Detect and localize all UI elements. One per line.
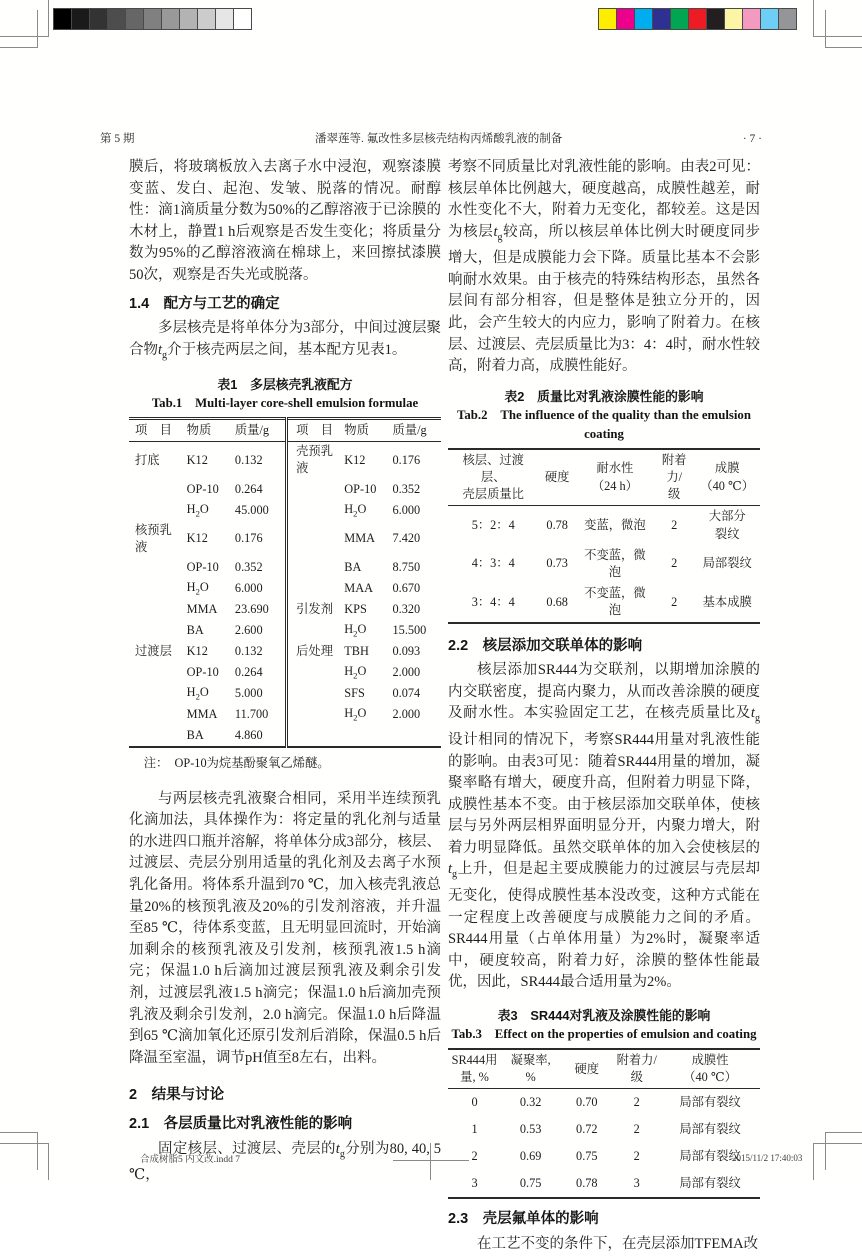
crop-mark-top-right [813, 36, 862, 37]
crop-mark-bottom-left [0, 1143, 49, 1144]
crop-mark-top-left [0, 36, 49, 37]
page-header [100, 130, 762, 146]
table1-title-cn: 表1 多层核壳乳液配方 [217, 377, 353, 393]
crop-mark-bottom-right [813, 1144, 814, 1180]
crop-mark-top-left [0, 47, 38, 48]
heading-2: 2 结果与讨论 [129, 1087, 225, 1104]
left-column [129, 157, 441, 1187]
crop-mark-bottom-right [813, 1143, 862, 1144]
crop-mark-bottom-right [825, 1132, 826, 1170]
running-title: 潘翠莲等. 氟改性多层核壳结构丙烯酸乳液的制备 [315, 133, 563, 145]
page-number: · 7 · [742, 133, 762, 145]
table2-title-cn: 表2 质量比对乳液涂膜性能的影响 [504, 388, 704, 404]
crop-mark-bottom-right [825, 1132, 862, 1133]
paragraph-sr444: 核层添加SR444为交联剂，以期增加涂膜的内交联密度，提高内聚力，从而改善涂膜的硬度及耐水性。本实验固定工艺，在核壳质量比及$t_g$设计相同的情况下，考察SR444用量对乳液性能的影响。由表3可见：随着SR444用量的增加，凝聚率略有增大，硬度升高，但附着力明显下降，成膜性基本不变。由于核层添加交联单体，使核层与另外两层相界面明显分开，内聚力增大，附着力明显降低。虽然交联单体的加入会使核层的$t_g$上升，但是起主要成膜能力的过渡层与壳层却无变化，使得成膜性基本没改变，这种方式能在一定程度上改善硬度与成膜能力之间的矛盾。SR444用量（占单体用量）为2%时，凝聚率适中，硬度较高，附着力好，涂膜的整体性能最优，因此，SR444最合适用量为2%。 [448, 662, 760, 991]
table2-quality-influence: 核层、过渡层、 壳层质量比 硬度 耐水性 （24 h） 附着力/ 级 成膜 （40 ℃） 5：2：4 0.78 变蓝，微泡 2 大部分 裂纹 4：3：4 0.73 不变蓝，微泡 2 局部裂纹 3：4：4 0.68 不变蓝，微泡 2 基本成膜 [448, 448, 760, 624]
heading-2-1: 2.1 各层质量比对乳液性能的影响 [129, 1115, 353, 1132]
paragraph-process: 与两层核壳乳液聚合相同，采用半连续预乳化滴加法，具体操作为：将定量的乳化剂与适量的水进四口瓶并溶解，将单体分成3部分，核层、过渡层、壳层分别用适量的乳化剂及去离子水预乳化备用。将体系升温到70 ℃，加入核壳乳液总量20%的核预乳液及20%的引发剂溶液，并升温至85 ℃，待体系变蓝，且无明显回流时，开始滴加剩余的核预乳液及引发剂，核预乳液1.5 h滴完；保温1.0 h后滴加过渡层预乳液及剩余引发剂，过渡层乳液1.5 h滴完；保温1.0 h后滴加壳预乳液及剩余引发剂，2.0 h滴完。保温1.0 h后降温到65 ℃滴加氧化还原引发剂后消除，保温0.5 h后降温至室温，调节pH值至8左右，出料。 [129, 790, 441, 1066]
crop-mark-bottom-left [37, 1132, 38, 1170]
footer-datetime: 2015/11/2 17:40:03 [732, 1153, 803, 1163]
table2-title-en: Tab.2 The influence of the quality than the emulsion coating [457, 407, 751, 441]
color-calibration-bar [599, 8, 797, 30]
paragraph-tfema: 在工艺不变的条件下，在壳层添加TFEMA改 [477, 1235, 759, 1252]
paragraph-alcohol-resistance: 膜后，将玻璃板放入去离子水中浸泡，观察漆膜变蓝、发白、起泡、发皱、脱落的情况。耐醇性：滴1滴质量分数为50%的乙醇溶液于已涂膜的木材上，静置1 h后观察是否发生变化；将质量分数为95%的乙醇溶液滴在棉球上，来回擦拭漆膜50次，观察是否失光或脱落。 [129, 159, 441, 283]
table1-block [129, 375, 441, 774]
heading-1-4: 1.4 配方与工艺的确定 [129, 295, 280, 312]
paragraph-quality-ratio: 考察不同质量比对乳液性能的影响。由表2可见：核层单体比例越大，硬度越高，成膜性越差，耐水性变化不大，附着力无变化，都较差。这是因为核层$t_g$较高，所以核层单体比例大时硬度同步增大，但是成膜能力会下降。质量比基本不会影响耐水效果。由于核壳的特殊结构形态，虽然各层间有部分相容，但是整体是独立分开的，因此，会产生较大的内应力，影响了附着力。在核层、过渡层、壳层质量比为3：4：4时，耐水性较高，附着力高，成膜性能好。 [448, 159, 760, 375]
table3-sr444-effect: SR444用 量, % 凝聚率, % 硬度 附着力/ 级 成膜性 （40 ℃） 0 0.32 0.70 2 局部有裂纹 1 0.53 0.72 2 局部有裂纹 2 0.69 0.75 2 局部有裂纹 3 0.75 0.78 3 局部有裂纹 [448, 1048, 760, 1199]
table2-block [448, 387, 760, 624]
crop-mark-top-right [825, 10, 826, 48]
crop-mark-top-right [825, 47, 862, 48]
table3-block [448, 1006, 760, 1199]
crop-mark-bottom-left [0, 1132, 38, 1133]
issue-number: 第 5 期 [100, 133, 135, 145]
table1-note: 注： OP-10为烷基酚聚氧乙烯醚。 [143, 756, 330, 771]
paragraph-multilayer-intro: 多层核壳是将单体分为3部分，中间过渡层聚合物$t_g$介于核壳两层之间，基本配方见表1。 [129, 320, 441, 361]
right-column [448, 157, 760, 1256]
grayscale-calibration-bar [54, 8, 252, 30]
table1-title-en: Tab.1 Multi-layer core-shell emulsion formulae [151, 396, 419, 411]
heading-2-3: 2.3 壳层氟单体的影响 [448, 1211, 599, 1228]
paragraph-fixed-tg: 固定核层、过渡层、壳层的$t_g$分别为80, 40, 5 ℃， [129, 1140, 442, 1184]
crop-mark-top-left [37, 10, 38, 48]
crop-mark-top-left [48, 0, 49, 36]
crop-mark-bottom-left [48, 1144, 49, 1180]
table1-formulae: 项 目 物质 质量/g 项 目 物质 质量/g 打底 K12 0.132 壳预乳液 K12 0.176 OP-10 0.264 OP-10 0.352 $H_2O$ 45.000 $H_2O$ 6.000 核预乳液 K12 0.176 MMA 7.420 OP-10 0.352 BA 8.750 $H_2O$ 6.000 MAA 0.670 MMA 23.690 引发剂 KPS 0.320 BA 2.600 $H_2O$ 15.500 过渡层 K12 0.132 后处理 TBH 0.093 OP-10 0.264 $H_2O$ 2.000 $H_2O$ 5.000 SFS 0.074 MMA 11.700 $H_2O$ 2.000 BA 4.860 [129, 417, 441, 748]
table3-title-en: Tab.3 Effect on the properties of emulsion and coating [451, 1026, 757, 1041]
table3-title-cn: 表3 SR444对乳液及涂膜性能的影响 [497, 1007, 711, 1023]
crop-mark-top-right [813, 0, 814, 36]
heading-2-2: 2.2 核层添加交联单体的影响 [448, 637, 643, 654]
footer-filename: 合成树脂5 内文改.indd 7 [140, 1155, 241, 1165]
